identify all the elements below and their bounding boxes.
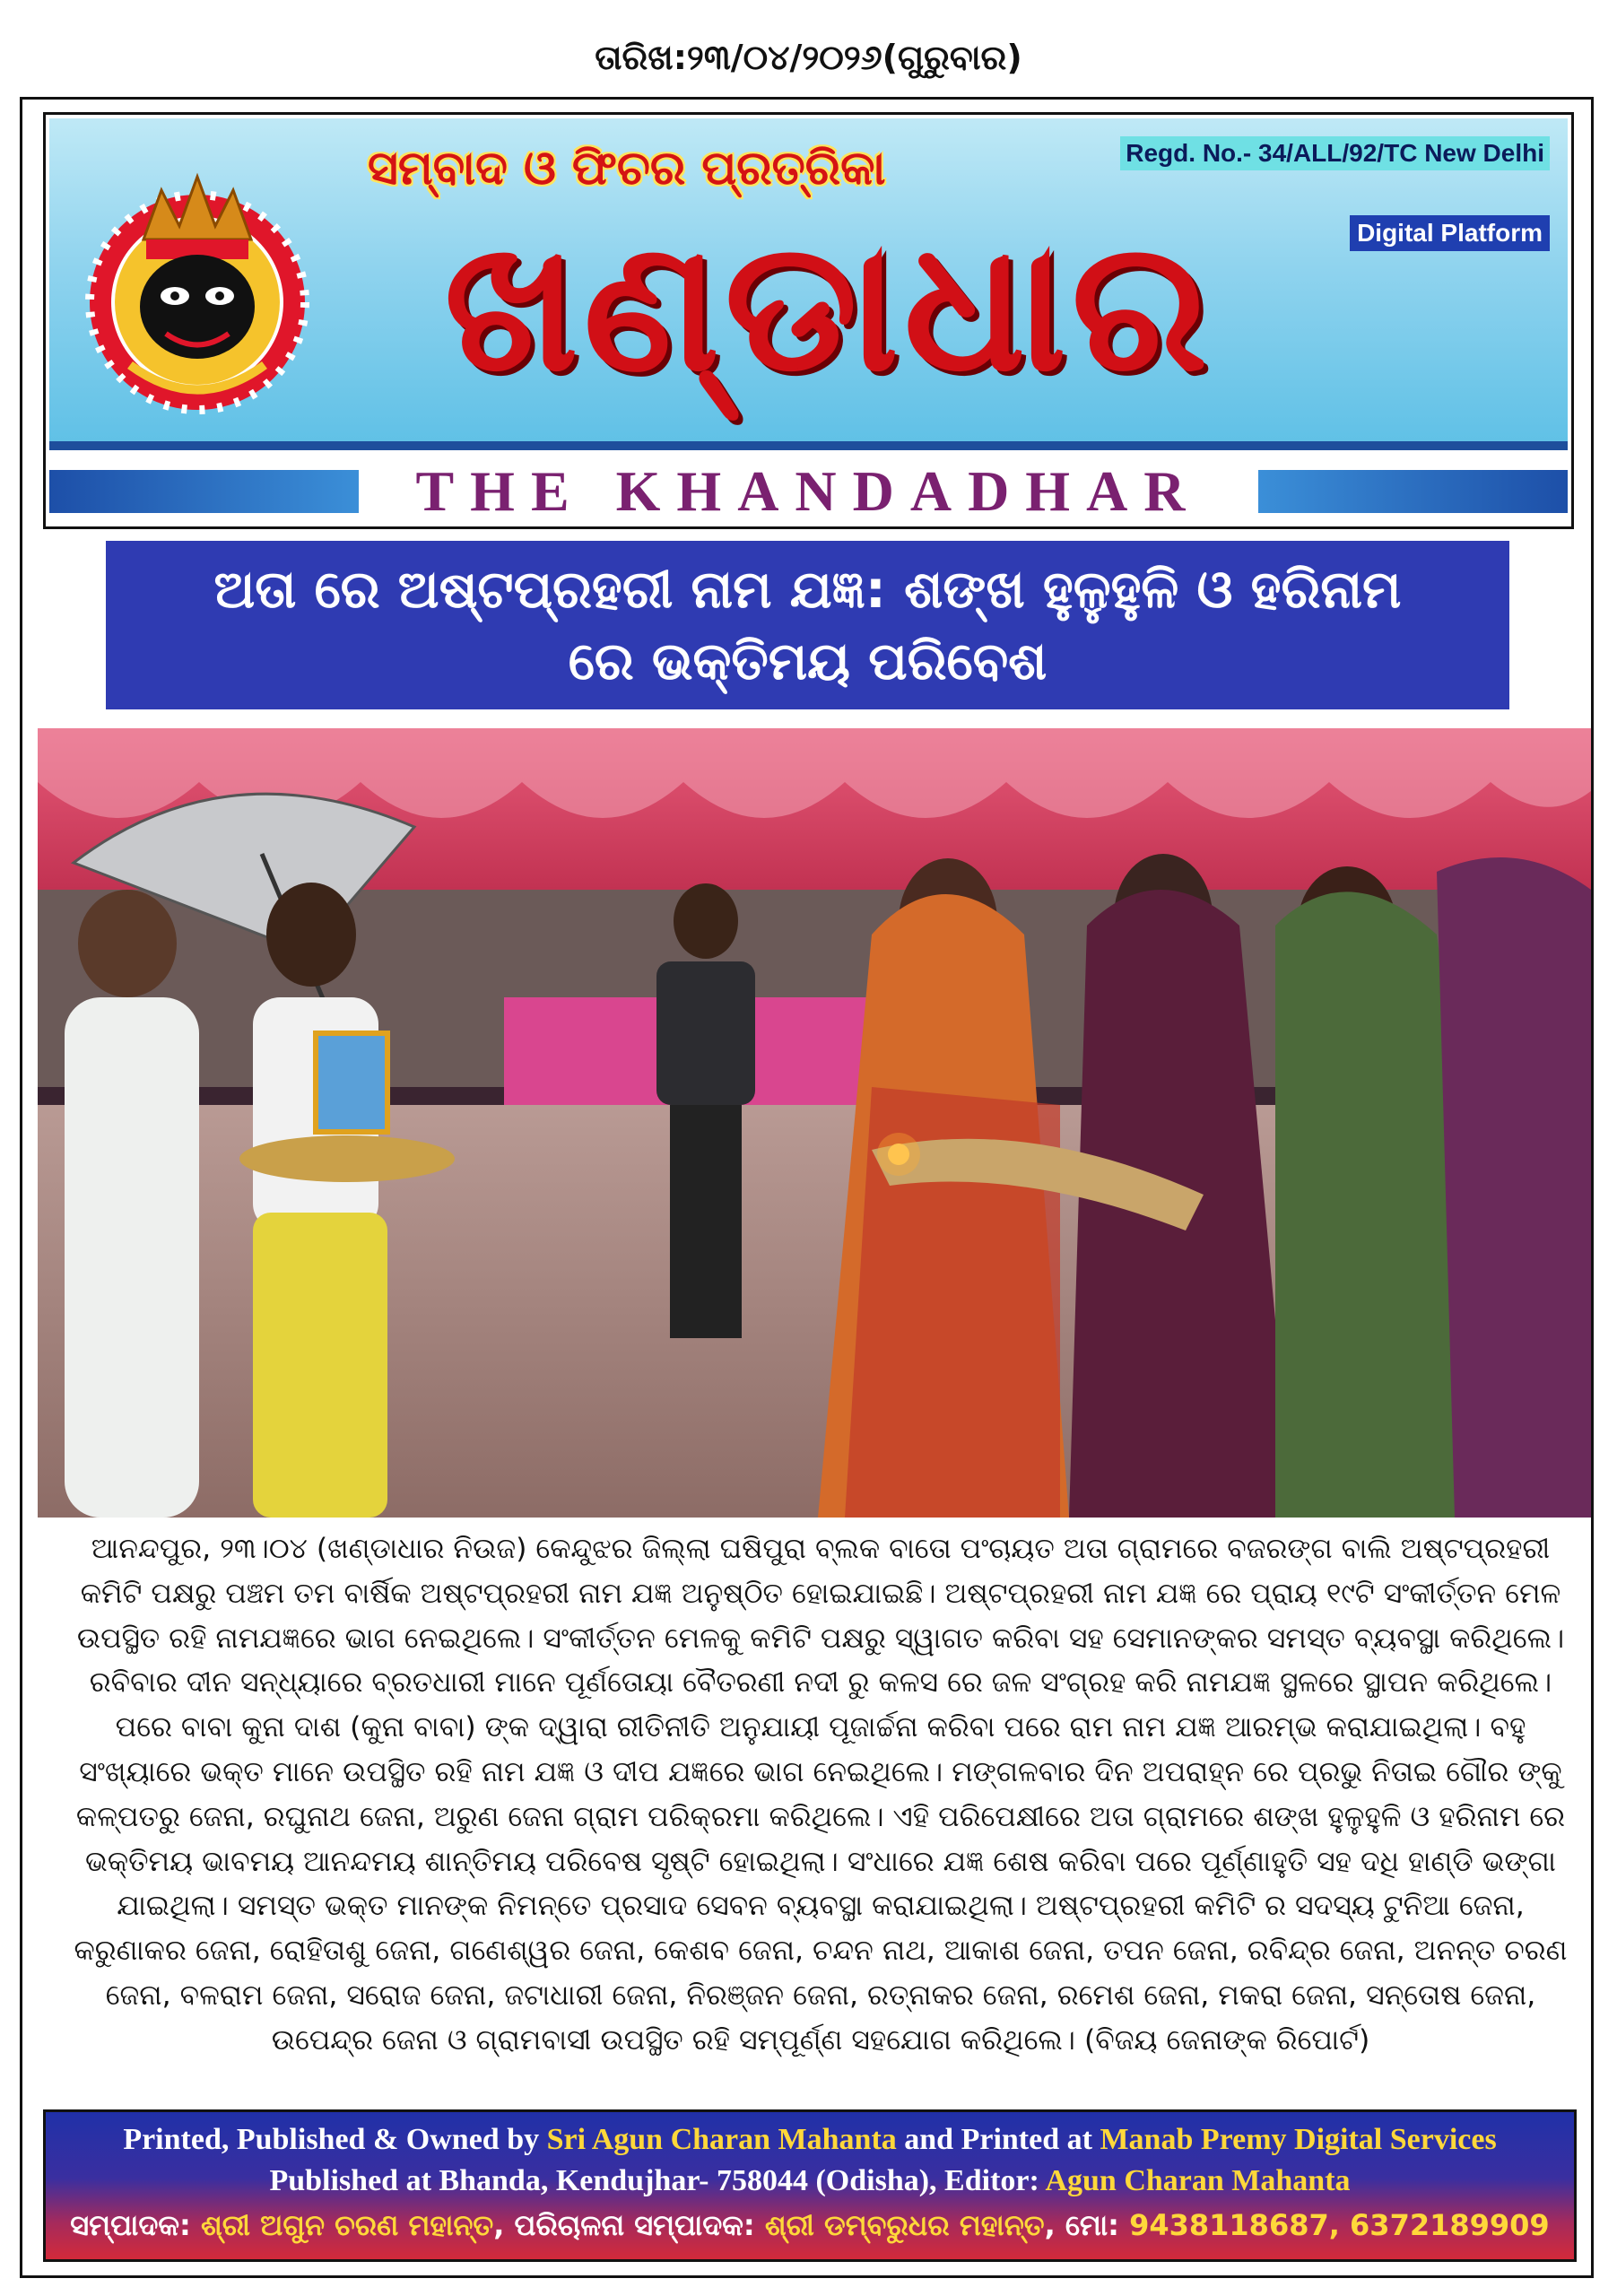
phone-label: , ମୋ: — [1044, 2208, 1130, 2242]
imprint-line-2 — [46, 2161, 1574, 2202]
issue-date: ତାରିଖ:୨୩/୦୪/୨୦୨୬(ଗୁରୁବାର) — [595, 38, 1022, 77]
registration-badge: Regd. No.- 34/ALL/92/TC New Delhi — [1120, 136, 1550, 170]
imprint-line-1 — [46, 2119, 1574, 2161]
masthead-banner — [49, 118, 1568, 450]
newspaper-name: ଖଣ୍ଡାଧାର — [444, 201, 1213, 412]
headline-line-2: ରେ ଭକ୍ତିମୟ ପରିବେଶ — [568, 631, 1048, 691]
article-body: ଆନନ୍ଦପୁର, ୨୩।୦୪ (ଖଣ୍ଡାଧାର ନିଉଜ) କେନ୍ଦୁଝର ଜିଲ୍ଲା ଘଷିପୁରା ବ୍ଲକ ବାତୋ ପଂଚାୟତ ଅତା ଗ୍ରାମରେ ବଜରଙ୍ଗ ବାଲି ଅଷ୍ଟପ୍ରହରୀ କମିଟି ପକ୍ଷରୁ ପଞ୍ଚମ ତମ ବାର୍ଷିକ ଅଷ୍ଟପ୍ରହରୀ ନାମ ଯଜ୍ଞ ଅନୁଷ୍ଠିତ ହୋଇଯାଇଛି। ଅଷ୍ଟପ୍ରହରୀ ନାମ ଯଜ୍ଞ ରେ ପ୍ରାୟ ୧୯ଟି ସଂକୀର୍ତ୍ତନ ମେଳ ଉପସ୍ଥିତ ରହି ନାମଯଜ୍ଞରେ ଭାଗ ନେଇଥିଲେ। ସଂକୀର୍ତ୍ତନ ମେଳକୁ କମିଟି ପକ୍ଷରୁ ସ୍ୱାଗତ କରିବା ସହ ସେମାନଙ୍କର ସମସ୍ତ ବ୍ୟବସ୍ଥା କରିଥିଲେ। ରବିବାର ଦୀନ ସନ୍ଧ୍ୟାରେ ବ୍ରତଧାରୀ ମାନେ ପୂର୍ଣତୋୟା ବୈତରଣୀ ନଦୀ ରୁ କଳସ ରେ ଜଳ ସଂଗ୍ରହ କରି ନାମଯଜ୍ଞ ସ୍ଥଳରେ ସ୍ଥାପନ କରିଥିଲେ। ପରେ ବାବା କୁନା ଦାଶ (କୁନା ବାବା) ଙ୍କ ଦ୍ୱାରା ରୀତିନୀତି ଅନୁଯାୟୀ ପୂଜାର୍ଚ୍ଚନା କରିବା ପରେ ରାମ ନାମ ଯଜ୍ଞ ଆରମ୍ଭ କରାଯାଇଥିଲା। ବହୁ ସଂଖ୍ୟାରେ ଭକ୍ତ ମାନେ ଉପସ୍ଥିତ ରହି ନାମ ଯଜ୍ଞ ଓ ଦୀପ ଯଜ୍ଞରେ ଭାଗ ନେଇଥିଲେ। ମଙ୍ଗଳବାର ଦିନ ଅପରାହ୍ନ ରେ ପ୍ରଭୁ ନିତାଇ ଗୌର ଙ୍କୁ କଳ୍ପତରୁ ଜେନା, ରଘୁନାଥ ଜେନା, ଅରୁଣ ଜେନା ଗ୍ରାମ ପରିକ୍ରମା କରିଥିଲେ। ଏହି ପରିପେକ୍ଷୀରେ ଅତା ଗ୍ରାମରେ ଶଙ୍ଖ ହୁଳୁହୁଳି ଓ ହରିନାମ ରେ ଭକ୍ତିମୟ ଭାବମୟ ଆନନ୍ଦମୟ ଶାନ୍ତିମୟ ପରିବେଷ ସୃଷ୍ଟି ହୋଇଥିଲା। ସଂଧାରେ ଯଜ୍ଞ ଶେଷ କରିବା ପରେ ପୂର୍ଣ୍ଣାହୁତି ସହ ଦଧି ହାଣ୍ଡି ଭଙ୍ଗା ଯାଇଥିଲା। ସମସ୍ତ ଭକ୍ତ ମାନଙ୍କ ନିମନ୍ତେ ପ୍ରସାଦ ସେବନ ବ୍ୟବସ୍ଥା କରାଯାଇଥିଲା। ଅଷ୍ଟପ୍ରହରୀ କମିଟି ର ସଦସ୍ୟ ଟୁନିଆ ଜେନା, କରୁଣାକର ଜେନା, ରୋହିତାଶୁ ଜେନା, ଗଣେଶ୍ୱର ଜେନା, କେଶବ ଜେନା, ଚନ୍ଦନ ନାଥ, ଆକାଶ ଜେନା, ତପନ ଜେନା, ରବିନ୍ଦ୍ର ଜେନା, ଅନନ୍ତ ଚରଣ ଜେନା, ବଳରାମ ଜେନା, ସରୋଜ ଜେନା, ଜଟାଧାରୀ ଜେନା, ନିରଞ୍ଜନ ଜେନା, ରତ୍ନାକର ଜେନା, ରମେଶ ଜେନା, ମକରା ଜେନା, ସନ୍ତୋଷ ଜେନା, ଉପେନ୍ଦ୍ର ଜେନା ଓ ଗ୍ରାମବାସୀ ଉପସ୍ଥିତ ରହି ସମ୍ପୂର୍ଣ୍ଣ ସହଯୋଗ କରିଥିଲେ। (ବିଜୟ ଜେନାଙ୍କ ରିପୋର୍ଟ) — [74, 1533, 1568, 2057]
printed-at-text: and Printed at — [896, 2123, 1100, 2156]
newspaper-english-name: THE KHANDADHAR — [415, 459, 1202, 523]
phone-numbers: 9438118687, 6372189909 — [1129, 2208, 1550, 2242]
editor-label: ସମ୍ପାଦକ: — [70, 2208, 201, 2242]
band-bar-right — [1258, 470, 1568, 513]
editor-name: Agun Charan Mahanta — [1045, 2164, 1351, 2197]
managing-editor-name: ଶ୍ରୀ ଡମ୍ବରୁଧର ମହାନ୍ତ — [764, 2208, 1045, 2242]
article-headline — [106, 541, 1509, 709]
band-bar-left — [49, 470, 359, 513]
imprint-line-3 — [46, 2202, 1574, 2248]
headline-line-1: ଅତା ରେ ଅଷ୍ଟପ୍ରହରୀ ନାମ ଯଜ୍ଞ: ଶଙ୍ଖ ହୁଳୁହୁଳି ଓ ହରିନାମ — [213, 559, 1402, 620]
owner-name: Sri Agun Charan Mahanta — [546, 2123, 897, 2156]
imprint-footer — [43, 2109, 1577, 2262]
digital-platform-badge: Digital Platform — [1350, 215, 1550, 251]
printed-by-prefix: Printed, Published & Owned by — [123, 2123, 547, 2156]
editor-odia-name: ଶ୍ରୀ ଅଗୁନ ଚରଣ ମହାନ୍ତ — [200, 2208, 494, 2242]
event-photo — [38, 728, 1591, 1518]
masthead-tagline: ସମ୍ବାଦ ଓ ଫିଚର ପ୍ରତ୍ରିକା — [368, 141, 886, 196]
masthead — [43, 112, 1574, 529]
published-at-text: Published at Bhanda, Kendujhar- 758044 (Odisha), Editor: — [269, 2164, 1046, 2197]
press-name: Manab Premy Digital Services — [1100, 2123, 1497, 2156]
managing-editor-label: , ପରିଚାଳନା ସମ୍ପାଦକ: — [493, 2208, 765, 2242]
english-name-band — [49, 461, 1568, 522]
deity-logo-icon — [76, 154, 318, 423]
